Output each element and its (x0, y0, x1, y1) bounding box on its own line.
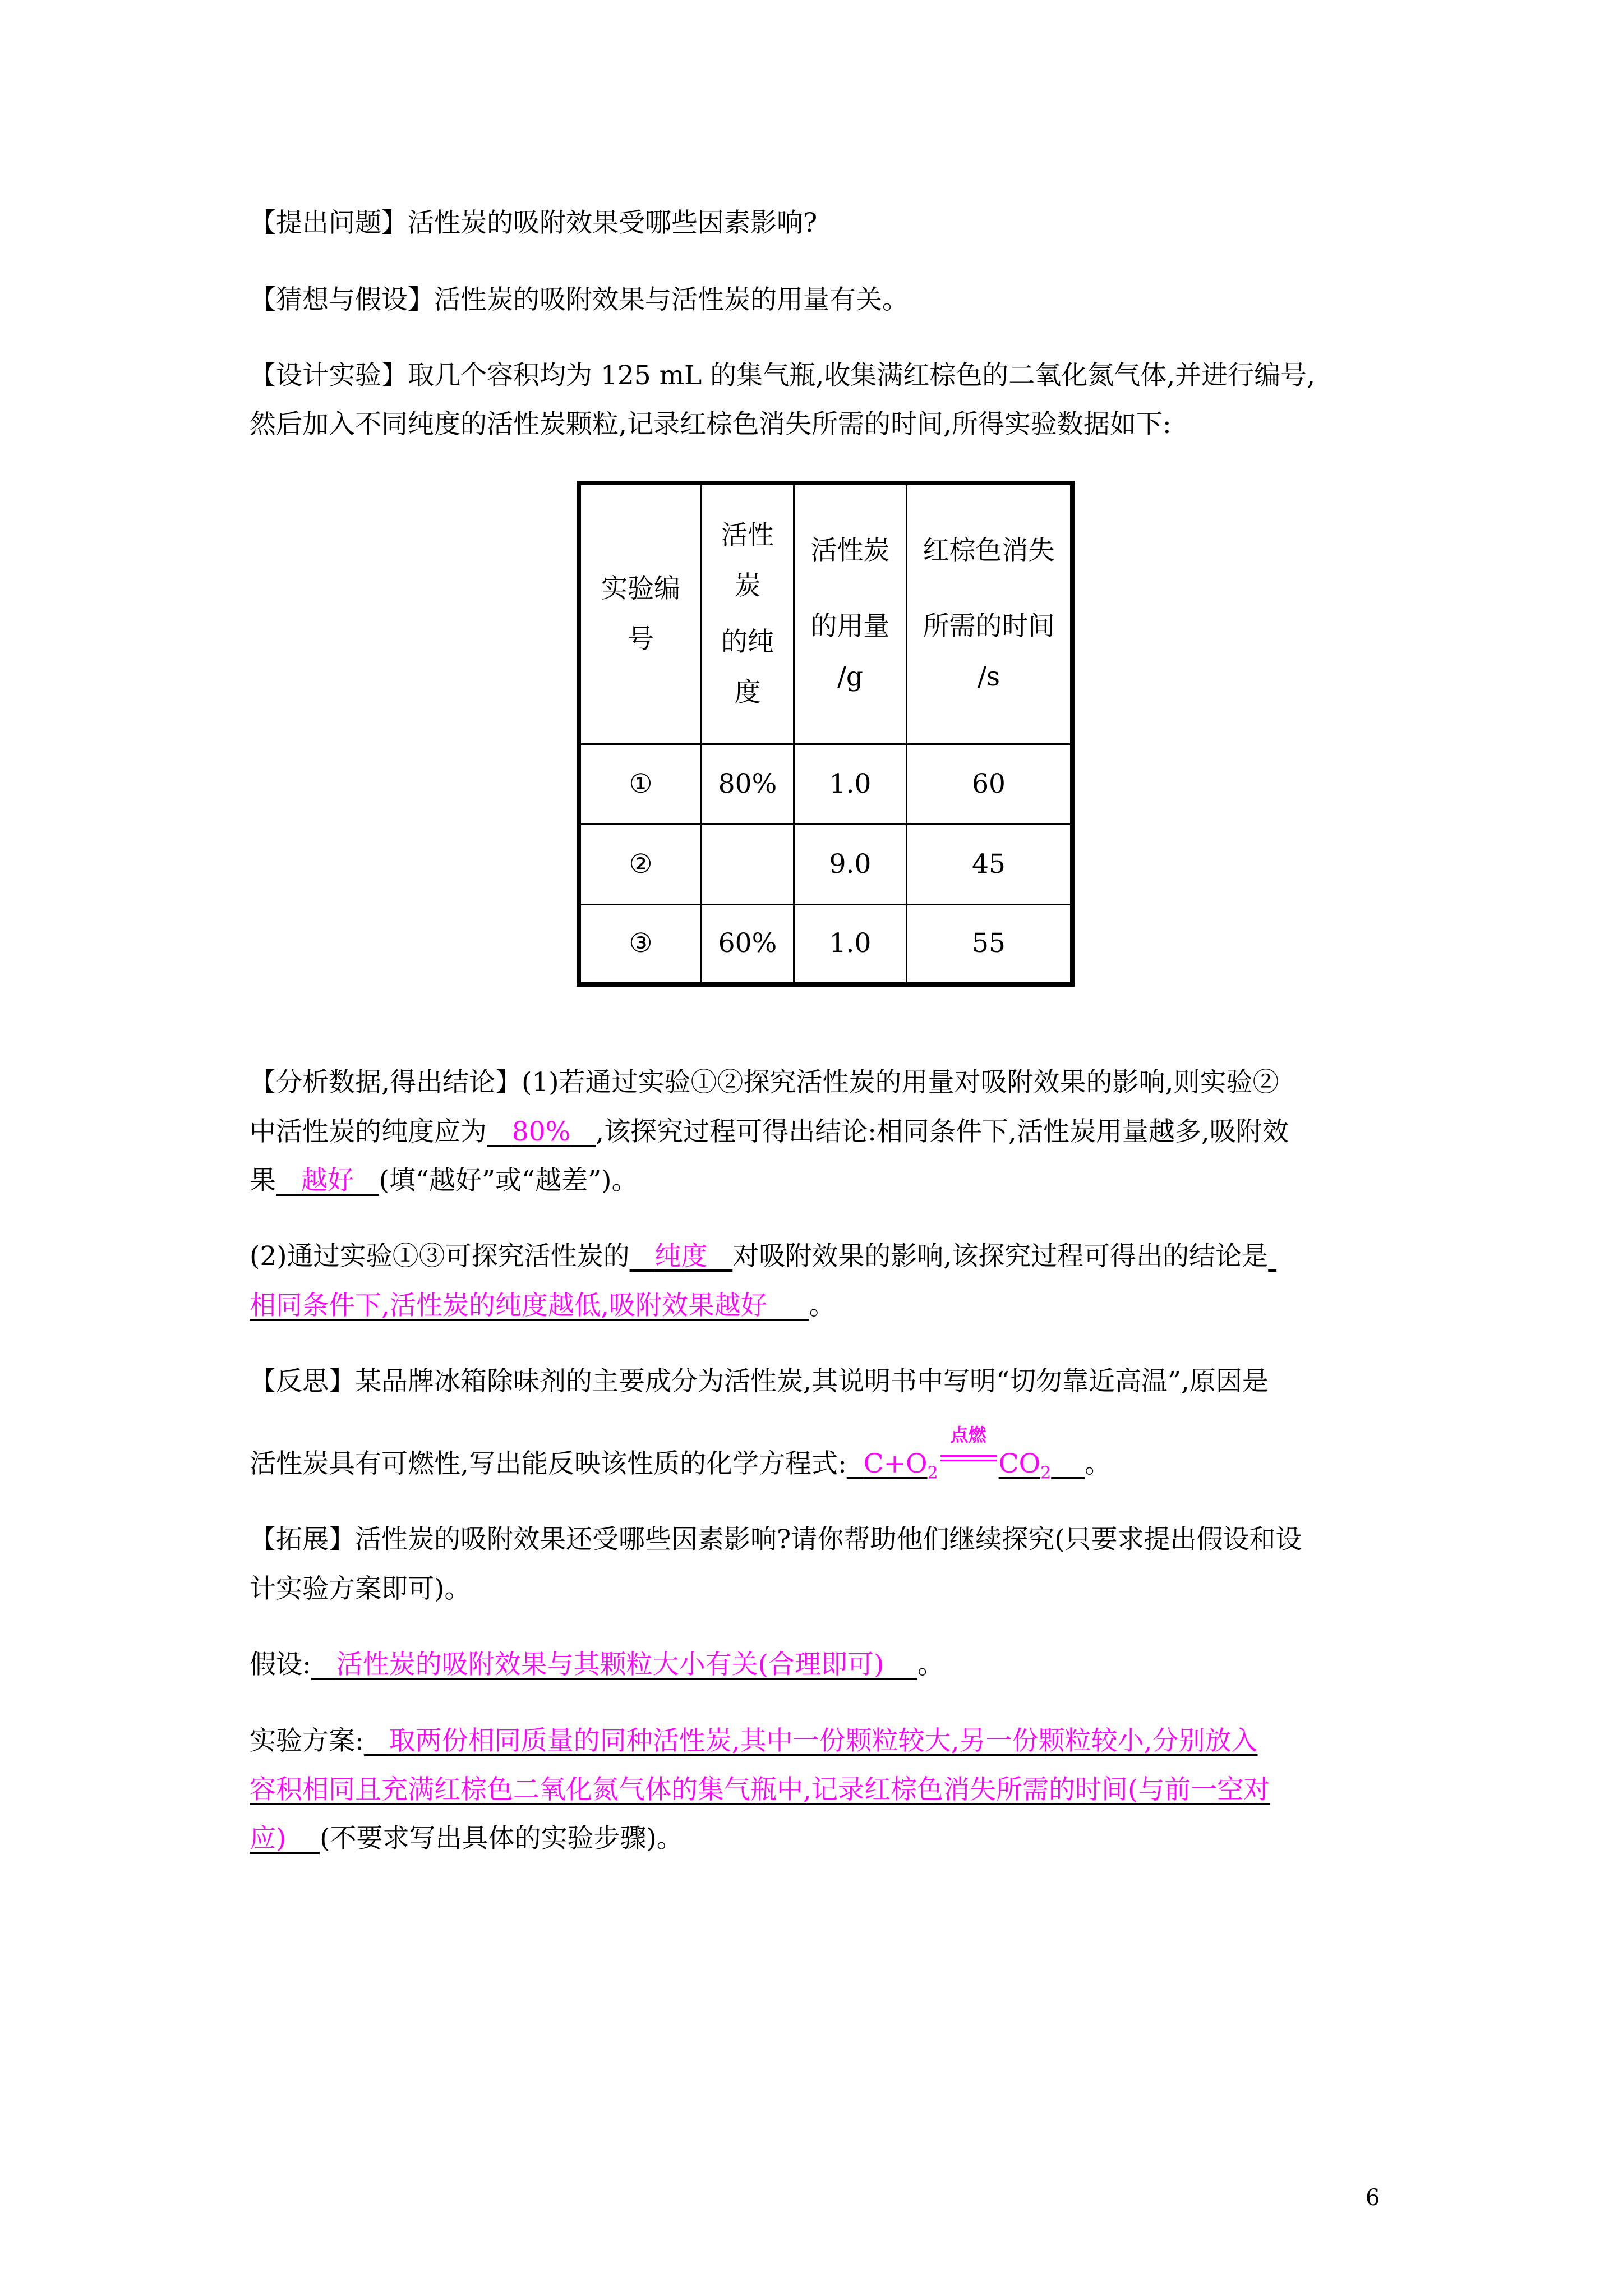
analysis-text: (填“越好”或“越差”)。 (379, 1165, 638, 1196)
extension-line1 (250, 1523, 1302, 1557)
table-cell: 80% (702, 744, 794, 824)
answer-blank (364, 1726, 1258, 1756)
design-text: 取几个容积均为 125 mL 的集气瓶,收集满红棕色的二氧化氮气体,并进行编号, (408, 360, 1316, 391)
plan-line2 (250, 1773, 1270, 1807)
analysis-text: (1)若通过实验①②探究活性炭的用量对吸附效果的影响,则实验② (521, 1067, 1279, 1098)
header-text: 活性 (721, 519, 774, 551)
table-cell: 9.0 (794, 824, 907, 904)
table-row (579, 904, 1072, 984)
answer-blank (630, 1241, 733, 1272)
reflection-text: 。 (1085, 1448, 1111, 1479)
table-cell: 1.0 (794, 904, 907, 984)
analysis-text: 。 (809, 1290, 836, 1321)
page-number: 6 (1366, 2185, 1380, 2211)
header-text: 的用量 (810, 611, 890, 642)
answer-plan-cont: 容积相同且充满红棕色二氧化氮气体的集气瓶中,记录红棕色消失所需的时间(与前一空对 (250, 1774, 1270, 1805)
header-text: 所需的时间 (923, 611, 1055, 642)
analysis-text: ,该探究过程可得出结论:相同条件下,活性炭用量越多,吸附效 (596, 1116, 1289, 1147)
analysis-line5 (250, 1289, 836, 1323)
table-cell: 45 (907, 824, 1073, 904)
plan-line3 (250, 1822, 683, 1856)
answer-blank (1268, 1241, 1276, 1272)
answer-blank (487, 1116, 596, 1147)
answer-factor: 纯度 (654, 1241, 708, 1272)
design-paragraph-line1 (250, 359, 1315, 393)
equation-subscript: 2 (927, 1463, 938, 1483)
analysis-line3 (250, 1164, 638, 1198)
section-label: 【设计实验】 (250, 360, 408, 391)
hypothesis-answer-line (250, 1648, 944, 1682)
answer-purity: 80% (511, 1116, 571, 1147)
header-text: 度 (734, 677, 761, 708)
reflection-text: 某品牌冰箱除味剂的主要成分为活性炭,其说明书中写明“切勿靠近高温”,原因是 (355, 1366, 1269, 1397)
header-cell (702, 483, 794, 744)
answer-plan-end: 应) (250, 1823, 287, 1854)
extension-line2 (250, 1572, 471, 1606)
answer-conclusion: 相同条件下,活性炭的纯度越低,吸附效果越好 (250, 1290, 767, 1321)
equation-subscript: 2 (1040, 1463, 1052, 1483)
table-cell: ③ (579, 904, 702, 984)
question-text: 活性炭的吸附效果受哪些因素影响? (408, 208, 818, 238)
hypothesis-label: 假设: (250, 1649, 311, 1680)
header-text: 活性炭 (810, 535, 890, 567)
table-cell: ① (579, 744, 702, 824)
hypothesis-paragraph (250, 283, 909, 317)
answer-blank (276, 1165, 379, 1196)
analysis-line4 (250, 1240, 1276, 1273)
data-table (577, 481, 1075, 987)
analysis-text: 对吸附效果的影响,该探究过程可得出的结论是 (732, 1241, 1269, 1272)
header-cell (794, 483, 907, 744)
table-cell (702, 824, 794, 904)
question-paragraph (250, 206, 817, 240)
analysis-line1 (250, 1066, 1279, 1099)
header-text: 红棕色消失 (923, 535, 1055, 567)
reflection-line1 (250, 1365, 1269, 1398)
equation-condition (938, 1424, 999, 1481)
equals-sign (940, 1455, 997, 1461)
answer-plan: 取两份相同质量的同种活性炭,其中一份颗粒较大,另一份颗粒较小,分别放入 (389, 1726, 1258, 1756)
section-label: 【反思】 (250, 1366, 355, 1397)
header-cell (907, 483, 1073, 744)
table-row (579, 744, 1072, 824)
table-header-row (579, 483, 1072, 744)
design-text-cont: 然后加入不同纯度的活性炭颗粒,记录红棕色消失所需的时间,所得实验数据如下: (250, 409, 1172, 440)
answer-hypothesis: 活性炭的吸附效果与其颗粒大小有关(合理即可) (336, 1649, 884, 1680)
answer-blank (250, 1290, 809, 1321)
equation-product: CO (998, 1448, 1041, 1479)
analysis-text: 中活性炭的纯度应为 (250, 1116, 487, 1147)
table-cell: 60 (907, 744, 1073, 824)
header-text: 的纯 (721, 626, 774, 657)
plan-label: 实验方案: (250, 1726, 364, 1756)
answer-effect: 越好 (301, 1165, 354, 1196)
equation-condition-text: 点燃 (950, 1424, 986, 1446)
extension-text: 。 (917, 1649, 944, 1680)
section-label: 【猜想与假设】 (250, 284, 434, 315)
extension-text: 活性炭的吸附效果还受哪些因素影响?请你帮助他们继续探究(只要求提出假设和设 (355, 1524, 1302, 1555)
answer-blank (847, 1424, 1085, 1483)
header-text: 实验编 (601, 573, 680, 604)
table-cell: 55 (907, 904, 1073, 984)
analysis-text: (2)通过实验①③可探究活性炭的 (250, 1241, 630, 1272)
equation-reactants: C+O (863, 1448, 928, 1479)
hypothesis-text: 活性炭的吸附效果与活性炭的用量有关。 (434, 284, 909, 315)
reflection-text: 活性炭具有可燃性,写出能反映该性质的化学方程式: (250, 1448, 847, 1479)
section-label: 【分析数据,得出结论】 (250, 1067, 522, 1098)
reflection-line2 (250, 1424, 1111, 1490)
header-cell (579, 483, 702, 744)
header-text: /g (837, 661, 863, 693)
answer-blank (250, 1823, 320, 1854)
section-label: 【提出问题】 (250, 208, 408, 238)
table-cell: 1.0 (794, 744, 907, 824)
plan-line1 (250, 1724, 1258, 1758)
header-text: 炭 (734, 570, 761, 601)
header-text: /s (978, 661, 1000, 693)
table-cell: ② (579, 824, 702, 904)
chemical-equation (863, 1424, 1052, 1483)
section-label: 【拓展】 (250, 1524, 355, 1555)
table-row (579, 824, 1072, 904)
plan-note: (不要求写出具体的实验步骤)。 (320, 1823, 683, 1854)
design-paragraph-line2 (250, 408, 1172, 441)
answer-blank (311, 1649, 917, 1680)
header-text: 号 (628, 623, 654, 655)
analysis-text: 果 (250, 1165, 276, 1196)
table-cell: 60% (702, 904, 794, 984)
analysis-line2 (250, 1115, 1289, 1149)
extension-text: 计实验方案即可)。 (250, 1573, 471, 1604)
